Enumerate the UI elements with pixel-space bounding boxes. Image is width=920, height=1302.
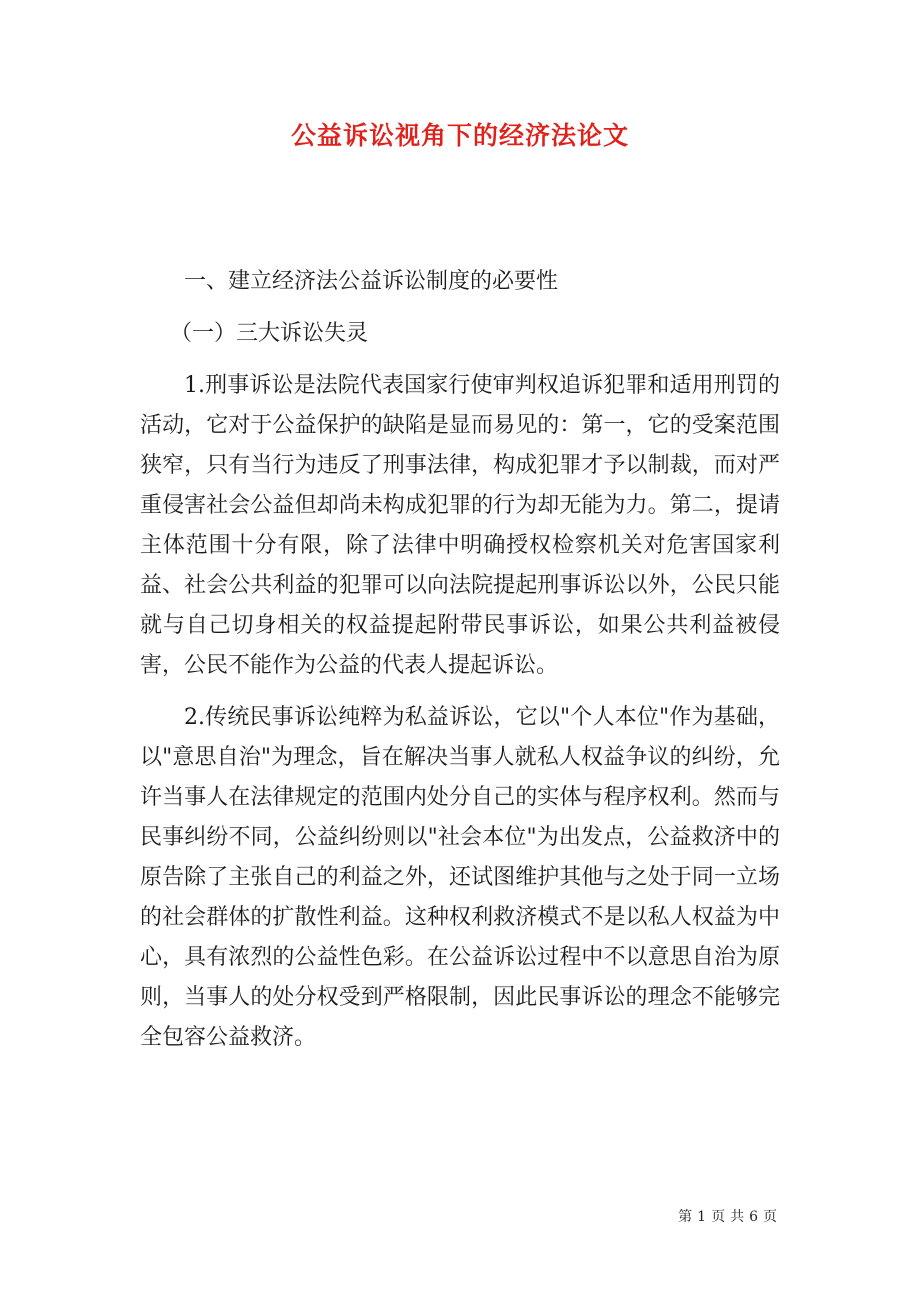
document-body: [140, 262, 780, 1070]
section-heading: 一、建立经济法公益诉讼制度的必要性: [184, 269, 559, 294]
paragraph: 2.传统民事诉讼纯粹为私益诉讼，它以"个人本位"作为基础，以"意思自治"为理念，旨在解决当事人就私人权益争议的纠纷，允许当事人在法律规定的范围内处分自己的实体与程序权利。然而与民事纠纷不同，公益纠纷则以"社会本位"为出发点，公益救济中的原告除了主张自己的利益之外，还试图维护其他与之处于同一立场的社会群体的扩散性利益。这种权利救济模式不是以私人权益为中心，具有浓烈的公益性色彩。在公益诉讼过程中不以意思自治为原则，当事人的处分权受到严格限制，因此民事诉讼的理念不能够完全包容公益救济。: [140, 705, 780, 1050]
document-title: 公益诉讼视角下的经济法论文: [290, 121, 629, 150]
subsection-heading: （一）三大诉讼失灵: [170, 321, 369, 346]
page-number-footer: [676, 1206, 780, 1226]
footer-prefix: 第: [678, 1209, 694, 1225]
footer-page-word: 页: [711, 1209, 727, 1225]
paragraph: 1.刑事诉讼是法院代表国家行使审判权追诉犯罪和适用刑罚的活动，它对于公益保护的缺陷是显而易见的：第一，它的受案范围狭窄，只有当行为违反了刑事法律，构成犯罪才予以制裁，而对严重侵害社会公益但却尚未构成犯罪的行为却无能为力。第二，提请主体范围十分有限，除了法律中明确授权检察机关对危害国家利益、社会公共利益的犯罪可以向法院提起刑事诉讼以外，公民只能就与自己切身相关的权益提起附带民事诉讼，如果公共利益被侵害，公民不能作为公益的代表人提起诉讼。: [140, 373, 780, 678]
footer-total-prefix: 共: [730, 1209, 746, 1225]
footer-total-pages: 6: [749, 1209, 759, 1225]
footer-current-page: 1: [697, 1209, 708, 1225]
footer-suffix: 页: [763, 1209, 778, 1225]
